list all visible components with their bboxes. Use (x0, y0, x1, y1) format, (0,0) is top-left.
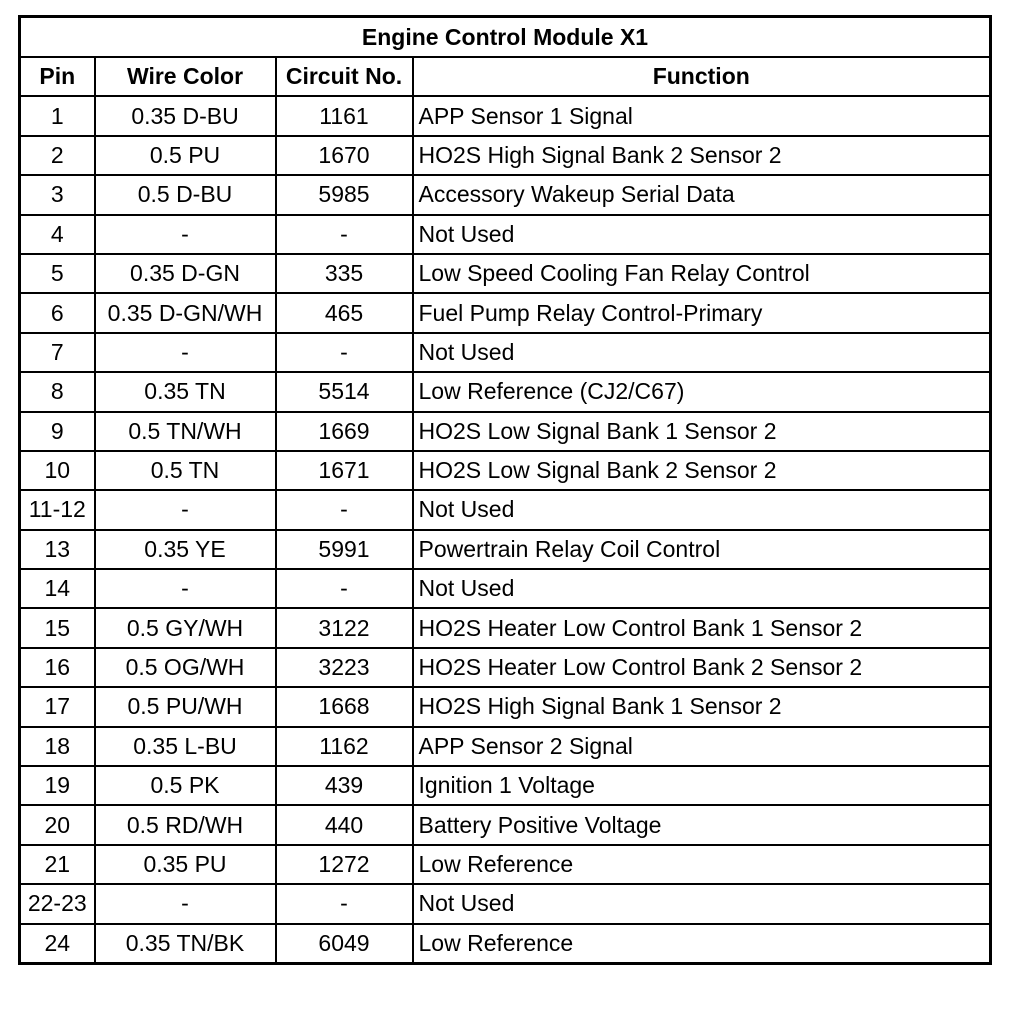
wire-color-cell: 0.5 TN (95, 451, 276, 490)
table-title: Engine Control Module X1 (20, 17, 991, 58)
table-row (20, 451, 991, 490)
function-cell: APP Sensor 1 Signal (413, 96, 991, 135)
circuit-cell: 1272 (276, 845, 413, 884)
pin-cell: 20 (20, 805, 95, 844)
circuit-cell: 440 (276, 805, 413, 844)
circuit-cell: 6049 (276, 924, 413, 964)
wire-color-cell: 0.5 OG/WH (95, 648, 276, 687)
function-cell: HO2S High Signal Bank 2 Sensor 2 (413, 136, 991, 175)
table-header-row (20, 57, 991, 96)
function-cell: HO2S Heater Low Control Bank 2 Sensor 2 (413, 648, 991, 687)
pin-cell: 9 (20, 412, 95, 451)
table-row (20, 490, 991, 529)
table-row (20, 687, 991, 726)
function-cell: HO2S High Signal Bank 1 Sensor 2 (413, 687, 991, 726)
circuit-cell: 439 (276, 766, 413, 805)
function-cell: Powertrain Relay Coil Control (413, 530, 991, 569)
function-cell: HO2S Heater Low Control Bank 1 Sensor 2 (413, 608, 991, 647)
pin-cell: 1 (20, 96, 95, 135)
circuit-cell: 1668 (276, 687, 413, 726)
pin-cell: 18 (20, 727, 95, 766)
circuit-cell: 465 (276, 293, 413, 332)
function-cell: HO2S Low Signal Bank 1 Sensor 2 (413, 412, 991, 451)
circuit-cell: 3122 (276, 608, 413, 647)
function-cell: Not Used (413, 490, 991, 529)
pin-cell: 8 (20, 372, 95, 411)
pin-cell: 10 (20, 451, 95, 490)
wire-color-cell: 0.5 PU/WH (95, 687, 276, 726)
circuit-cell: 5514 (276, 372, 413, 411)
circuit-cell: - (276, 884, 413, 923)
wire-color-cell: - (95, 215, 276, 254)
table-row (20, 924, 991, 964)
wire-color-cell: 0.35 D-GN/WH (95, 293, 276, 332)
function-cell: Fuel Pump Relay Control-Primary (413, 293, 991, 332)
pin-cell: 14 (20, 569, 95, 608)
pin-cell: 21 (20, 845, 95, 884)
circuit-cell: - (276, 215, 413, 254)
function-cell: Low Reference (413, 845, 991, 884)
table-row (20, 805, 991, 844)
circuit-cell: 1161 (276, 96, 413, 135)
circuit-cell: 5991 (276, 530, 413, 569)
pin-cell: 22-23 (20, 884, 95, 923)
function-cell: Not Used (413, 215, 991, 254)
table-row (20, 530, 991, 569)
table-row (20, 372, 991, 411)
function-cell: Ignition 1 Voltage (413, 766, 991, 805)
table-row (20, 648, 991, 687)
pin-cell: 11-12 (20, 490, 95, 529)
circuit-cell: 1671 (276, 451, 413, 490)
header-circuit-number: Circuit No. (276, 57, 413, 96)
circuit-cell: 5985 (276, 175, 413, 214)
table-row (20, 569, 991, 608)
pin-cell: 16 (20, 648, 95, 687)
wire-color-cell: 0.5 GY/WH (95, 608, 276, 647)
table-row (20, 293, 991, 332)
circuit-cell: - (276, 490, 413, 529)
function-cell: HO2S Low Signal Bank 2 Sensor 2 (413, 451, 991, 490)
function-cell: APP Sensor 2 Signal (413, 727, 991, 766)
function-cell: Not Used (413, 333, 991, 372)
table-row (20, 254, 991, 293)
function-cell: Not Used (413, 569, 991, 608)
table-row (20, 333, 991, 372)
circuit-cell: - (276, 333, 413, 372)
header-pin: Pin (20, 57, 95, 96)
wire-color-cell: 0.5 PK (95, 766, 276, 805)
connector-pinout-table (18, 15, 992, 965)
table-row (20, 412, 991, 451)
function-cell: Low Reference (CJ2/C67) (413, 372, 991, 411)
pin-cell: 3 (20, 175, 95, 214)
pin-cell: 13 (20, 530, 95, 569)
header-function: Function (413, 57, 991, 96)
table-row (20, 608, 991, 647)
wire-color-cell: 0.35 L-BU (95, 727, 276, 766)
wire-color-cell: 0.35 D-GN (95, 254, 276, 293)
wire-color-cell: - (95, 333, 276, 372)
wire-color-cell: - (95, 884, 276, 923)
function-cell: Low Reference (413, 924, 991, 964)
table-body (20, 96, 991, 963)
table-row (20, 96, 991, 135)
wire-color-cell: 0.5 D-BU (95, 175, 276, 214)
wire-color-cell: - (95, 490, 276, 529)
pin-cell: 7 (20, 333, 95, 372)
wire-color-cell: - (95, 569, 276, 608)
pin-cell: 5 (20, 254, 95, 293)
circuit-cell: - (276, 569, 413, 608)
wire-color-cell: 0.35 D-BU (95, 96, 276, 135)
pin-cell: 19 (20, 766, 95, 805)
wire-color-cell: 0.5 TN/WH (95, 412, 276, 451)
pin-cell: 15 (20, 608, 95, 647)
table-title-row (20, 17, 991, 58)
pin-cell: 24 (20, 924, 95, 964)
table-row (20, 175, 991, 214)
table-row (20, 884, 991, 923)
wire-color-cell: 0.35 TN/BK (95, 924, 276, 964)
pin-cell: 6 (20, 293, 95, 332)
table-row (20, 845, 991, 884)
wire-color-cell: 0.35 TN (95, 372, 276, 411)
circuit-cell: 335 (276, 254, 413, 293)
header-wire-color: Wire Color (95, 57, 276, 96)
wire-color-cell: 0.5 RD/WH (95, 805, 276, 844)
pin-cell: 2 (20, 136, 95, 175)
circuit-cell: 1670 (276, 136, 413, 175)
pin-cell: 17 (20, 687, 95, 726)
circuit-cell: 3223 (276, 648, 413, 687)
circuit-cell: 1162 (276, 727, 413, 766)
table-row (20, 727, 991, 766)
table-row (20, 136, 991, 175)
function-cell: Not Used (413, 884, 991, 923)
function-cell: Battery Positive Voltage (413, 805, 991, 844)
circuit-cell: 1669 (276, 412, 413, 451)
table-row (20, 766, 991, 805)
pin-cell: 4 (20, 215, 95, 254)
wire-color-cell: 0.35 PU (95, 845, 276, 884)
function-cell: Low Speed Cooling Fan Relay Control (413, 254, 991, 293)
wire-color-cell: 0.5 PU (95, 136, 276, 175)
function-cell: Accessory Wakeup Serial Data (413, 175, 991, 214)
table-row (20, 215, 991, 254)
wire-color-cell: 0.35 YE (95, 530, 276, 569)
